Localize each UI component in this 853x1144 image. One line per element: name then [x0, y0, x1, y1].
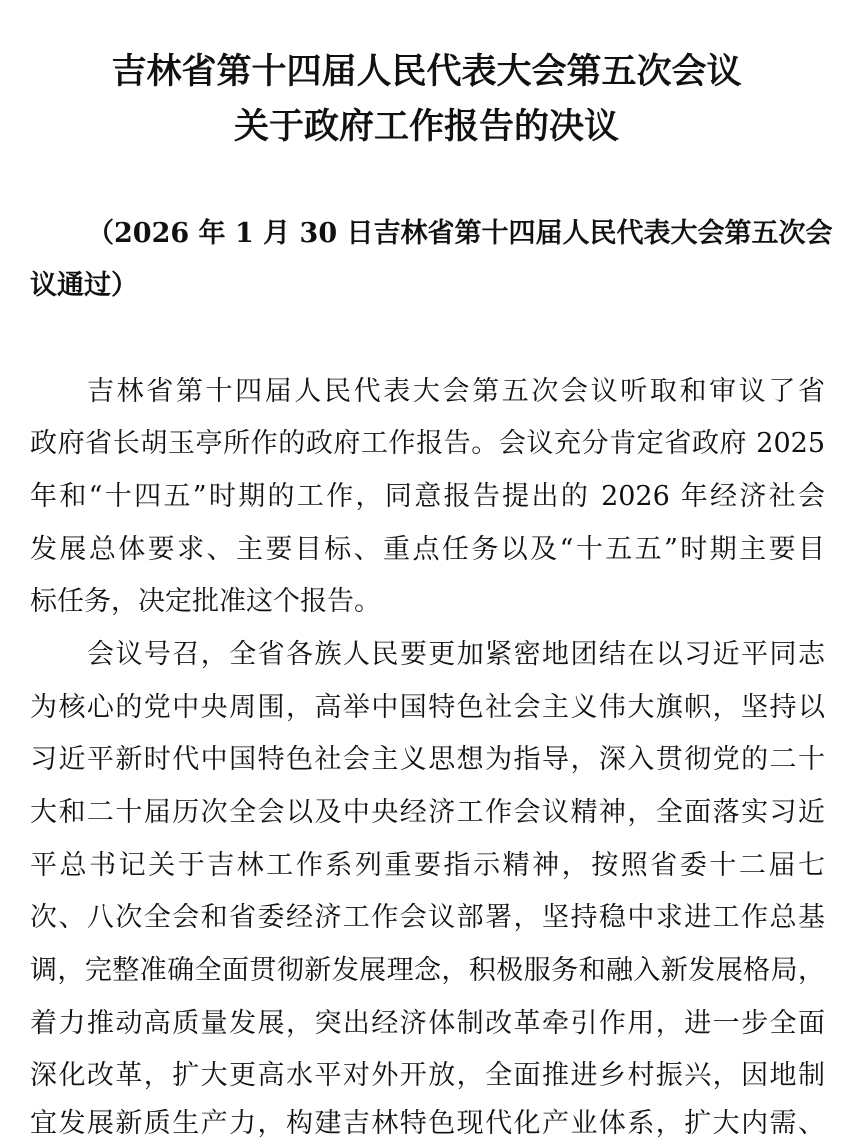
paragraph-2-line-1: 会议号召，全省各族人民要更加紧密地团结在以习近平同志: [87, 639, 825, 670]
paragraph-2-line-8: 着力推动高质量发展，突出经济体制改革牵引作用，进一步全面: [30, 1008, 825, 1039]
adoption-note-line-2: 议通过）: [30, 270, 138, 301]
paragraph-2-line-9: 深化改革，扩大更高水平对外开放，全面推进乡村振兴，因地制: [30, 1060, 825, 1091]
paragraph-1-line-1: 吉林省第十四届人民代表大会第五次会议听取和审议了省: [87, 376, 825, 407]
document-title-line-1: 吉林省第十四届人民代表大会第五次会议: [111, 51, 742, 92]
paragraph-2-line-4: 大和二十届历次全会以及中央经济工作会议精神，全面落实习近: [30, 797, 825, 828]
document-title-line-2: 关于政府工作报告的决议: [233, 106, 619, 147]
paragraph-1-line-2: 政府省长胡玉亭所作的政府工作报告。会议充分肯定省政府 2025: [30, 428, 825, 459]
adoption-note-line-1: （2026 年 1 月 30 日吉林省第十四届人民代表大会第五次会: [87, 218, 833, 249]
paragraph-2-line-5: 平总书记关于吉林工作系列重要指示精神，按照省委十二届七: [30, 850, 825, 881]
paragraph-2-line-2: 为核心的党中央周围，高举中国特色社会主义伟大旗帜，坚持以: [30, 692, 825, 723]
paragraph-2-line-10: 宜发展新质生产力，构建吉林特色现代化产业体系，扩大内需、: [30, 1108, 825, 1139]
paragraph-1-line-5: 标任务，决定批准这个报告。: [30, 586, 381, 617]
paragraph-2-line-7: 调，完整准确全面贯彻新发展理念，积极服务和融入新发展格局，: [30, 955, 825, 986]
paragraph-1-line-3: 年和“十四五”时期的工作，同意报告提出的 2026 年经济社会: [30, 481, 825, 512]
paragraph-1-line-4: 发展总体要求、主要目标、重点任务以及“十五五”时期主要目: [30, 534, 825, 565]
paragraph-2-line-6: 次、八次全会和省委经济工作会议部署，坚持稳中求进工作总基: [30, 902, 825, 933]
paragraph-2-line-3: 习近平新时代中国特色社会主义思想为指导，深入贯彻党的二十: [30, 744, 825, 775]
